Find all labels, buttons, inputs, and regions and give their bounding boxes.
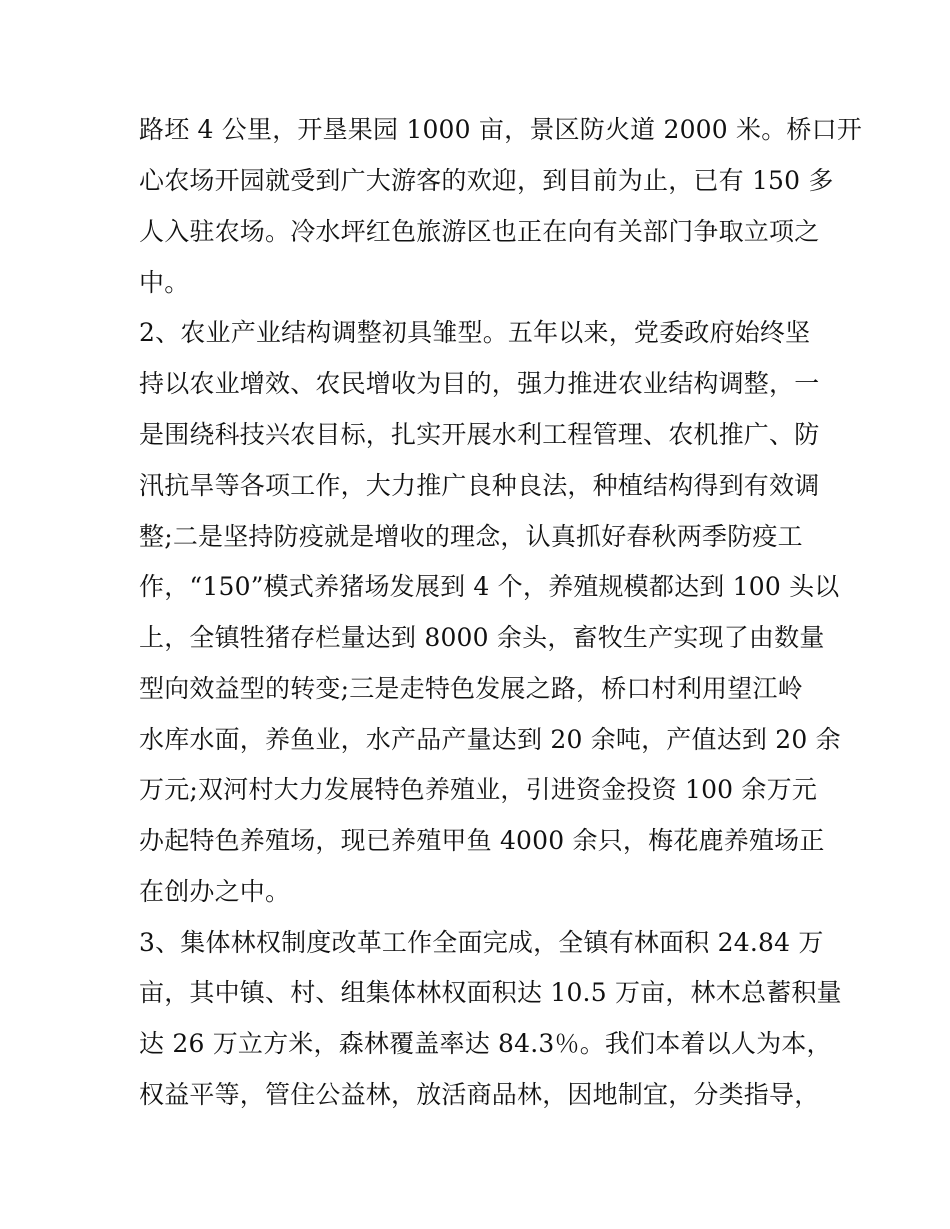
- text-line: 人入驻农场。冷水坪红色旅游区也正在向有关部门争取立项之: [139, 217, 820, 246]
- text-line: 路坯 4 公里，开垦果园 1000 亩，景区防火道 2000 米。桥口开: [139, 115, 863, 144]
- text-line: 3、集体林权制度改革工作全面完成，全镇有林面积 24.84 万: [139, 928, 824, 957]
- text-line: 达 26 万立方米，森林覆盖率达 84.3％。我们本着以人为本，: [139, 1029, 832, 1058]
- text-line: 水库水面，养鱼业，水产品产量达到 20 余吨，产值达到 20 余: [139, 725, 841, 754]
- text-line: 作，“150”模式养猪场发展到 4 个，养殖规模都达到 100 头以: [139, 572, 840, 601]
- text-line: 是围绕科技兴农目标，扎实开展水利工程管理、农机推广、防: [139, 420, 820, 449]
- text-line: 权益平等，管住公益林，放活商品林，因地制宜，分类指导，: [139, 1080, 820, 1109]
- text-line: 在创办之中。: [139, 877, 291, 906]
- text-line: 万元;双河村大力发展特色养殖业，引进资金投资 100 余万元: [139, 775, 818, 804]
- text-line: 上，全镇牲猪存栏量达到 8000 余头，畜牧生产实现了由数量: [139, 623, 825, 652]
- text-line: 亩，其中镇、村、组集体林权面积达 10.5 万亩，林木总蓄积量: [139, 978, 842, 1007]
- text-line: 型向效益型的转变;三是走特色发展之路，桥口村利用望江岭: [139, 674, 803, 703]
- text-line: 持以农业增效、农民增收为目的，强力推进农业结构调整，一: [139, 369, 820, 398]
- text-line: 汛抗旱等各项工作，大力推广良种良法，种植结构得到有效调: [139, 471, 820, 500]
- text-line: 中。: [139, 268, 190, 297]
- text-line: 办起特色养殖场，现已养殖甲鱼 4000 余只，梅花鹿养殖场正: [139, 826, 825, 855]
- text-line: 2、农业产业结构调整初具雏型。五年以来，党委政府始终坚: [139, 318, 811, 347]
- text-line: 心农场开园就受到广大游客的欢迎，到目前为止，已有 150 多: [139, 166, 834, 195]
- text-line: 整;二是坚持防疫就是增收的理念，认真抓好春秋两季防疫工: [139, 522, 803, 551]
